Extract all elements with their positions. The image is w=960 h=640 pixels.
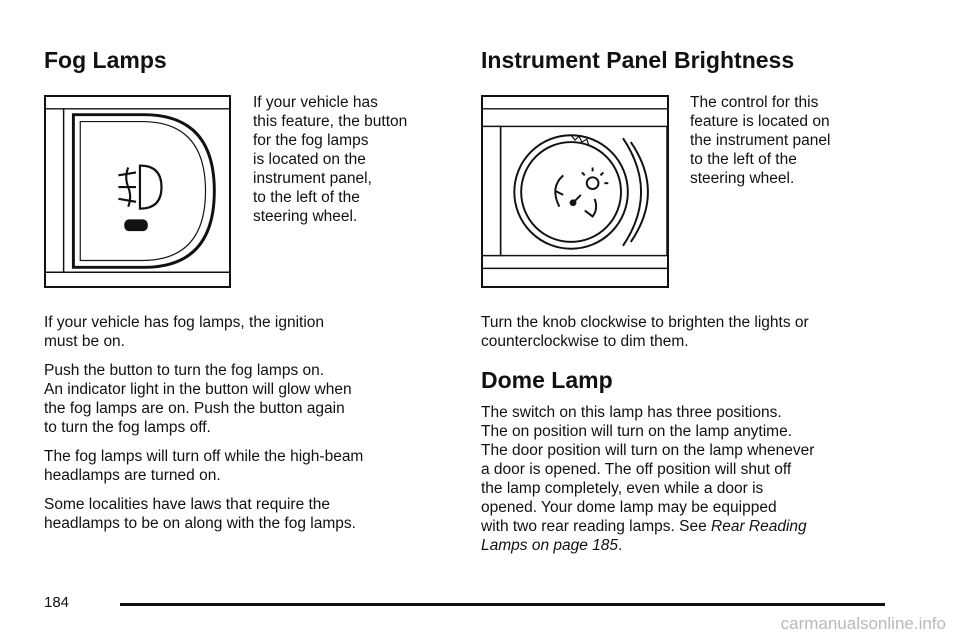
fog-lamp-button-figure (44, 95, 231, 288)
brightness-icon (555, 168, 608, 217)
paragraph: Some localities have laws that require the headlamps to be on along with the fog lamps. (44, 496, 356, 532)
indicator-light (124, 219, 147, 231)
paragraph: Push the button to turn the fog lamps on. An indicator light in the button will glow when the fog lamps are on. Push the button again to turn the fog lamps off. (44, 362, 352, 436)
fog-lamps-body (44, 313, 444, 543)
brightness-knob-illustration (483, 97, 667, 286)
paragraph: If your vehicle has fog lamps, the ignition must be on. (44, 314, 325, 350)
brightness-body (481, 313, 901, 361)
footer-rule (120, 603, 885, 606)
fog-lamps-side-text: If your vehicle has this feature, the button for the fog lamps is located on the instrument panel, to the left of the steering wheel. (253, 94, 408, 225)
fog-lamp-icon (118, 166, 161, 209)
page-number: 184 (44, 594, 70, 611)
instrument-panel-brightness-heading: Instrument Panel Brightness (481, 47, 795, 73)
watermark: carmanualsonline.info (780, 614, 946, 633)
brightness-arc (623, 138, 648, 246)
paragraph: The switch on this lamp has three positions. The on position will turn on the lamp anytime. The door position will turn on the lamp whenever a door is opened. The off position will shut off the lamp completely, even while a door is opened. Your dome lamp may be equipped with two rear reading lamps. See Rear Reading Lamps on page 185. (481, 404, 815, 554)
rear-reading-lamps-link[interactable]: Rear Reading (711, 518, 807, 535)
page-185-link[interactable]: Lamps on page 185 (481, 537, 619, 554)
fog-lamps-heading: Fog Lamps (44, 47, 167, 73)
dome-lamp-body (481, 403, 901, 565)
brightness-knob-figure (481, 95, 669, 288)
brightness-side-text: The control for this feature is located on the instrument panel to the left of the steering wheel. (690, 94, 831, 187)
dome-lamp-heading: Dome Lamp (481, 367, 613, 393)
dimmer-knob (514, 135, 628, 249)
paragraph: The fog lamps will turn off while the high-beam headlamps are turned on. (44, 448, 364, 484)
fog-lamp-button-illustration (46, 97, 229, 286)
paragraph: Turn the knob clockwise to brighten the lights or counterclockwise to dim them. (481, 314, 809, 350)
